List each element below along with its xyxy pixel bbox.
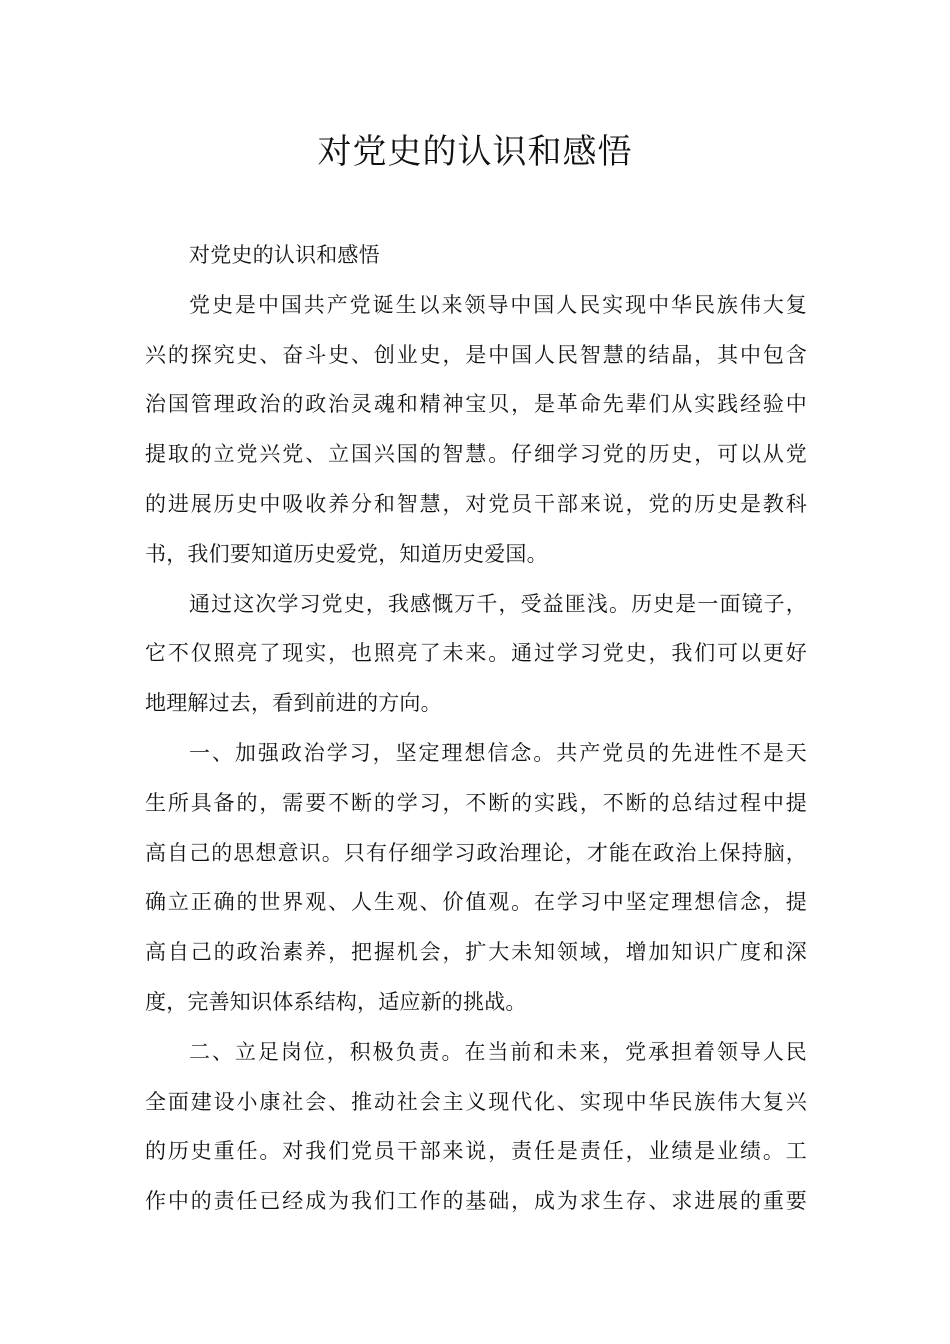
document-title: 对党史的认识和感悟 xyxy=(317,132,633,172)
text-line: 对党史的认识和感悟 xyxy=(189,243,380,267)
text-line: 全面建设小康社会、推动社会主义现代化、实现中华民族伟大复兴 xyxy=(145,1089,807,1114)
document-body xyxy=(145,231,807,1227)
text-line: 高自己的政治素养，把握机会，扩大未知领域，增加知识广度和深 xyxy=(145,940,807,965)
text-line: 书，我们要知道历史爱党，知道历史爱国。 xyxy=(145,541,548,566)
text-line: 二、立足岗位，积极负责。在当前和未来，党承担着领导人民 xyxy=(189,1039,807,1064)
text-line: 确立正确的世界观、人生观、价值观。在学习中坚定理想信念，提 xyxy=(145,890,807,915)
text-line: 治国管理政治的政治灵魂和精神宝贝，是革命先辈们从实践经验中 xyxy=(145,392,807,417)
text-line: 党史是中国共产党诞生以来领导中国人民实现中华民族伟大复 xyxy=(189,292,807,317)
text-line: 一、加强政治学习，坚定理想信念。共产党员的先进性不是天 xyxy=(189,740,807,765)
text-line: 高自己的思想意识。只有仔细学习政治理论，才能在政治上保持脑， xyxy=(145,840,807,865)
text-line: 提取的立党兴党、立国兴国的智慧。仔细学习党的历史，可以从党 xyxy=(145,442,807,467)
text-line: 度，完善知识体系结构，适应新的挑战。 xyxy=(145,989,527,1014)
text-line: 通过这次学习党史，我感慨万千，受益匪浅。历史是一面镜子， xyxy=(189,591,807,616)
text-line: 生所具备的，需要不断的学习，不断的实践，不断的总结过程中提 xyxy=(145,790,807,815)
text-line: 的历史重任。对我们党员干部来说，责任是责任，业绩是业绩。工 xyxy=(145,1139,807,1164)
text-line: 作中的责任已经成为我们工作的基础，成为求生存、求进展的重要 xyxy=(145,1189,807,1214)
text-line: 它不仅照亮了现实，也照亮了未来。通过学习党史，我们可以更好 xyxy=(145,641,807,666)
text-line: 的进展历史中吸收养分和智慧，对党员干部来说，党的历史是教科 xyxy=(145,491,807,516)
text-line: 兴的探究史、奋斗史、创业史，是中国人民智慧的结晶，其中包含 xyxy=(145,342,807,367)
text-line: 地理解过去，看到前进的方向。 xyxy=(145,691,442,716)
